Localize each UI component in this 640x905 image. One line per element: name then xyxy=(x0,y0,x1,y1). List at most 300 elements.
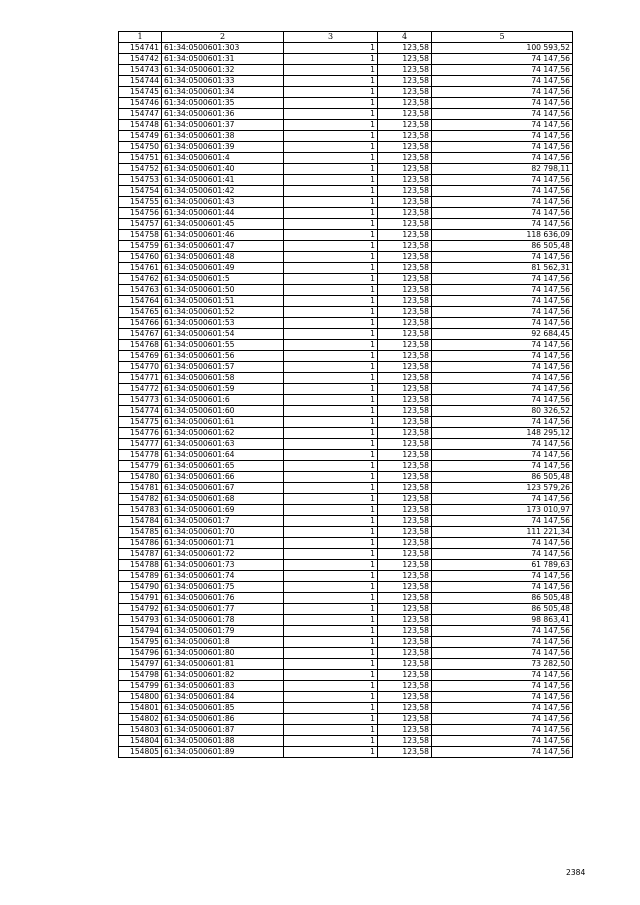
row-number-cell: 154796 xyxy=(119,648,162,659)
row-number-cell: 154777 xyxy=(119,439,162,450)
column-header-1: 1 xyxy=(119,32,162,43)
cadastral-number-cell: 61:34:0500601:78 xyxy=(162,615,284,626)
cadastral-number-cell: 61:34:0500601:51 xyxy=(162,296,284,307)
table-row xyxy=(119,76,573,87)
table-row xyxy=(119,120,573,131)
value-cell: 74 147,56 xyxy=(432,318,573,329)
row-number-cell: 154793 xyxy=(119,615,162,626)
rate-cell: 123,58 xyxy=(378,692,432,703)
row-number-cell: 154774 xyxy=(119,406,162,417)
quantity-cell: 1 xyxy=(284,571,378,582)
cadastral-number-cell: 61:34:0500601:34 xyxy=(162,87,284,98)
rate-cell: 123,58 xyxy=(378,615,432,626)
quantity-cell: 1 xyxy=(284,626,378,637)
cadastral-number-cell: 61:34:0500601:80 xyxy=(162,648,284,659)
value-cell: 74 147,56 xyxy=(432,362,573,373)
row-number-cell: 154764 xyxy=(119,296,162,307)
rate-cell: 123,58 xyxy=(378,736,432,747)
row-number-cell: 154804 xyxy=(119,736,162,747)
quantity-cell: 1 xyxy=(284,648,378,659)
row-number-cell: 154779 xyxy=(119,461,162,472)
table-row xyxy=(119,703,573,714)
cadastral-number-cell: 61:34:0500601:65 xyxy=(162,461,284,472)
rate-cell: 123,58 xyxy=(378,329,432,340)
table-row xyxy=(119,65,573,76)
cadastral-number-cell: 61:34:0500601:61 xyxy=(162,417,284,428)
table-row xyxy=(119,351,573,362)
quantity-cell: 1 xyxy=(284,527,378,538)
row-number-cell: 154752 xyxy=(119,164,162,175)
rate-cell: 123,58 xyxy=(378,340,432,351)
value-cell: 74 147,56 xyxy=(432,637,573,648)
table-row xyxy=(119,252,573,263)
value-cell: 74 147,56 xyxy=(432,131,573,142)
cadastral-number-cell: 61:34:0500601:89 xyxy=(162,747,284,758)
rate-cell: 123,58 xyxy=(378,87,432,98)
column-header-3: 3 xyxy=(284,32,378,43)
row-number-cell: 154746 xyxy=(119,98,162,109)
value-cell: 74 147,56 xyxy=(432,384,573,395)
value-cell: 173 010,97 xyxy=(432,505,573,516)
cadastral-number-cell: 61:34:0500601:33 xyxy=(162,76,284,87)
row-number-cell: 154766 xyxy=(119,318,162,329)
cadastral-number-cell: 61:34:0500601:82 xyxy=(162,670,284,681)
quantity-cell: 1 xyxy=(284,98,378,109)
value-cell: 118 636,09 xyxy=(432,230,573,241)
value-cell: 86 505,48 xyxy=(432,604,573,615)
cadastral-number-cell: 61:34:0500601:60 xyxy=(162,406,284,417)
row-number-cell: 154753 xyxy=(119,175,162,186)
quantity-cell: 1 xyxy=(284,340,378,351)
row-number-cell: 154797 xyxy=(119,659,162,670)
value-cell: 74 147,56 xyxy=(432,373,573,384)
quantity-cell: 1 xyxy=(284,736,378,747)
row-number-cell: 154770 xyxy=(119,362,162,373)
value-cell: 74 147,56 xyxy=(432,186,573,197)
row-number-cell: 154801 xyxy=(119,703,162,714)
rate-cell: 123,58 xyxy=(378,318,432,329)
quantity-cell: 1 xyxy=(284,428,378,439)
rate-cell: 123,58 xyxy=(378,582,432,593)
cadastral-number-cell: 61:34:0500601:54 xyxy=(162,329,284,340)
row-number-cell: 154798 xyxy=(119,670,162,681)
table-row xyxy=(119,725,573,736)
rate-cell: 123,58 xyxy=(378,747,432,758)
table-row xyxy=(119,505,573,516)
cadastral-number-cell: 61:34:0500601:53 xyxy=(162,318,284,329)
rate-cell: 123,58 xyxy=(378,98,432,109)
value-cell: 74 147,56 xyxy=(432,725,573,736)
row-number-cell: 154748 xyxy=(119,120,162,131)
value-cell: 74 147,56 xyxy=(432,54,573,65)
quantity-cell: 1 xyxy=(284,241,378,252)
quantity-cell: 1 xyxy=(284,230,378,241)
row-number-cell: 154795 xyxy=(119,637,162,648)
rate-cell: 123,58 xyxy=(378,472,432,483)
table-row xyxy=(119,329,573,340)
quantity-cell: 1 xyxy=(284,65,378,76)
rate-cell: 123,58 xyxy=(378,505,432,516)
table-row xyxy=(119,230,573,241)
quantity-cell: 1 xyxy=(284,274,378,285)
table-row xyxy=(119,395,573,406)
rate-cell: 123,58 xyxy=(378,659,432,670)
table-row xyxy=(119,571,573,582)
table-row xyxy=(119,659,573,670)
rate-cell: 123,58 xyxy=(378,76,432,87)
rate-cell: 123,58 xyxy=(378,274,432,285)
row-number-cell: 154757 xyxy=(119,219,162,230)
quantity-cell: 1 xyxy=(284,109,378,120)
cadastral-number-cell: 61:34:0500601:58 xyxy=(162,373,284,384)
value-cell: 82 798,11 xyxy=(432,164,573,175)
value-cell: 74 147,56 xyxy=(432,538,573,549)
value-cell: 81 562,31 xyxy=(432,263,573,274)
column-header-2: 2 xyxy=(162,32,284,43)
rate-cell: 123,58 xyxy=(378,43,432,54)
value-cell: 74 147,56 xyxy=(432,65,573,76)
rate-cell: 123,58 xyxy=(378,263,432,274)
value-cell: 74 147,56 xyxy=(432,252,573,263)
table-row xyxy=(119,340,573,351)
rate-cell: 123,58 xyxy=(378,307,432,318)
cadastral-number-cell: 61:34:0500601:57 xyxy=(162,362,284,373)
value-cell: 74 147,56 xyxy=(432,175,573,186)
quantity-cell: 1 xyxy=(284,43,378,54)
quantity-cell: 1 xyxy=(284,450,378,461)
quantity-cell: 1 xyxy=(284,318,378,329)
cadastral-number-cell: 61:34:0500601:31 xyxy=(162,54,284,65)
value-cell: 86 505,48 xyxy=(432,241,573,252)
rate-cell: 123,58 xyxy=(378,219,432,230)
quantity-cell: 1 xyxy=(284,120,378,131)
value-cell: 148 295,12 xyxy=(432,428,573,439)
table-row xyxy=(119,175,573,186)
quantity-cell: 1 xyxy=(284,417,378,428)
rate-cell: 123,58 xyxy=(378,285,432,296)
rate-cell: 123,58 xyxy=(378,252,432,263)
cadastral-number-cell: 61:34:0500601:88 xyxy=(162,736,284,747)
quantity-cell: 1 xyxy=(284,615,378,626)
quantity-cell: 1 xyxy=(284,186,378,197)
cadastral-number-cell: 61:34:0500601:46 xyxy=(162,230,284,241)
value-cell: 74 147,56 xyxy=(432,307,573,318)
value-cell: 111 221,34 xyxy=(432,527,573,538)
rate-cell: 123,58 xyxy=(378,494,432,505)
table-row xyxy=(119,318,573,329)
row-number-cell: 154792 xyxy=(119,604,162,615)
rate-cell: 123,58 xyxy=(378,131,432,142)
quantity-cell: 1 xyxy=(284,692,378,703)
rate-cell: 123,58 xyxy=(378,120,432,131)
column-header-5: 5 xyxy=(432,32,573,43)
cadastral-number-cell: 61:34:0500601:39 xyxy=(162,142,284,153)
row-number-cell: 154741 xyxy=(119,43,162,54)
value-cell: 123 579,26 xyxy=(432,483,573,494)
rate-cell: 123,58 xyxy=(378,450,432,461)
rate-cell: 123,58 xyxy=(378,296,432,307)
cadastral-number-cell: 61:34:0500601:8 xyxy=(162,637,284,648)
row-number-cell: 154775 xyxy=(119,417,162,428)
table-header-row xyxy=(119,32,573,43)
rate-cell: 123,58 xyxy=(378,461,432,472)
table-row xyxy=(119,681,573,692)
rate-cell: 123,58 xyxy=(378,241,432,252)
cadastral-number-cell: 61:34:0500601:64 xyxy=(162,450,284,461)
row-number-cell: 154786 xyxy=(119,538,162,549)
value-cell: 74 147,56 xyxy=(432,98,573,109)
rate-cell: 123,58 xyxy=(378,527,432,538)
cadastral-number-cell: 61:34:0500601:81 xyxy=(162,659,284,670)
cadastral-number-cell: 61:34:0500601:50 xyxy=(162,285,284,296)
row-number-cell: 154776 xyxy=(119,428,162,439)
rate-cell: 123,58 xyxy=(378,197,432,208)
quantity-cell: 1 xyxy=(284,659,378,670)
quantity-cell: 1 xyxy=(284,461,378,472)
cadastral-number-cell: 61:34:0500601:43 xyxy=(162,197,284,208)
value-cell: 74 147,56 xyxy=(432,142,573,153)
cadastral-number-cell: 61:34:0500601:71 xyxy=(162,538,284,549)
rate-cell: 123,58 xyxy=(378,670,432,681)
row-number-cell: 154787 xyxy=(119,549,162,560)
row-number-cell: 154755 xyxy=(119,197,162,208)
value-cell: 74 147,56 xyxy=(432,340,573,351)
row-number-cell: 154800 xyxy=(119,692,162,703)
table-row xyxy=(119,604,573,615)
table-row xyxy=(119,98,573,109)
quantity-cell: 1 xyxy=(284,670,378,681)
quantity-cell: 1 xyxy=(284,285,378,296)
table-row xyxy=(119,54,573,65)
row-number-cell: 154802 xyxy=(119,714,162,725)
value-cell: 74 147,56 xyxy=(432,670,573,681)
value-cell: 74 147,56 xyxy=(432,747,573,758)
table-row xyxy=(119,472,573,483)
table-row xyxy=(119,153,573,164)
quantity-cell: 1 xyxy=(284,472,378,483)
quantity-cell: 1 xyxy=(284,131,378,142)
data-table xyxy=(118,31,573,758)
value-cell: 73 282,50 xyxy=(432,659,573,670)
table-row xyxy=(119,648,573,659)
cadastral-number-cell: 61:34:0500601:68 xyxy=(162,494,284,505)
value-cell: 74 147,56 xyxy=(432,351,573,362)
row-number-cell: 154789 xyxy=(119,571,162,582)
table-row xyxy=(119,241,573,252)
rate-cell: 123,58 xyxy=(378,406,432,417)
quantity-cell: 1 xyxy=(284,439,378,450)
table-row xyxy=(119,549,573,560)
row-number-cell: 154761 xyxy=(119,263,162,274)
value-cell: 74 147,56 xyxy=(432,208,573,219)
quantity-cell: 1 xyxy=(284,87,378,98)
rate-cell: 123,58 xyxy=(378,725,432,736)
value-cell: 92 684,45 xyxy=(432,329,573,340)
quantity-cell: 1 xyxy=(284,384,378,395)
rate-cell: 123,58 xyxy=(378,516,432,527)
cadastral-number-cell: 61:34:0500601:79 xyxy=(162,626,284,637)
rate-cell: 123,58 xyxy=(378,373,432,384)
rate-cell: 123,58 xyxy=(378,714,432,725)
value-cell: 74 147,56 xyxy=(432,703,573,714)
rate-cell: 123,58 xyxy=(378,65,432,76)
rate-cell: 123,58 xyxy=(378,626,432,637)
table-row xyxy=(119,593,573,604)
table-row xyxy=(119,483,573,494)
cadastral-number-cell: 61:34:0500601:59 xyxy=(162,384,284,395)
quantity-cell: 1 xyxy=(284,296,378,307)
value-cell: 74 147,56 xyxy=(432,549,573,560)
quantity-cell: 1 xyxy=(284,362,378,373)
table-row xyxy=(119,43,573,54)
quantity-cell: 1 xyxy=(284,483,378,494)
value-cell: 74 147,56 xyxy=(432,571,573,582)
value-cell: 74 147,56 xyxy=(432,296,573,307)
quantity-cell: 1 xyxy=(284,494,378,505)
table-row xyxy=(119,747,573,758)
value-cell: 74 147,56 xyxy=(432,417,573,428)
row-number-cell: 154780 xyxy=(119,472,162,483)
table-row xyxy=(119,197,573,208)
quantity-cell: 1 xyxy=(284,725,378,736)
value-cell: 74 147,56 xyxy=(432,197,573,208)
row-number-cell: 154773 xyxy=(119,395,162,406)
value-cell: 86 505,48 xyxy=(432,472,573,483)
rate-cell: 123,58 xyxy=(378,637,432,648)
cadastral-number-cell: 61:34:0500601:63 xyxy=(162,439,284,450)
row-number-cell: 154762 xyxy=(119,274,162,285)
row-number-cell: 154758 xyxy=(119,230,162,241)
rate-cell: 123,58 xyxy=(378,384,432,395)
table-row xyxy=(119,637,573,648)
table-row xyxy=(119,582,573,593)
table-body xyxy=(119,43,573,758)
value-cell: 74 147,56 xyxy=(432,461,573,472)
cadastral-number-cell: 61:34:0500601:86 xyxy=(162,714,284,725)
cadastral-number-cell: 61:34:0500601:75 xyxy=(162,582,284,593)
cadastral-number-cell: 61:34:0500601:38 xyxy=(162,131,284,142)
rate-cell: 123,58 xyxy=(378,54,432,65)
cadastral-number-cell: 61:34:0500601:70 xyxy=(162,527,284,538)
value-cell: 98 863,41 xyxy=(432,615,573,626)
quantity-cell: 1 xyxy=(284,329,378,340)
value-cell: 100 593,52 xyxy=(432,43,573,54)
quantity-cell: 1 xyxy=(284,307,378,318)
quantity-cell: 1 xyxy=(284,406,378,417)
row-number-cell: 154772 xyxy=(119,384,162,395)
value-cell: 74 147,56 xyxy=(432,450,573,461)
quantity-cell: 1 xyxy=(284,175,378,186)
cadastral-number-cell: 61:34:0500601:35 xyxy=(162,98,284,109)
row-number-cell: 154791 xyxy=(119,593,162,604)
cadastral-number-cell: 61:34:0500601:6 xyxy=(162,395,284,406)
quantity-cell: 1 xyxy=(284,747,378,758)
value-cell: 61 789,63 xyxy=(432,560,573,571)
table-row xyxy=(119,263,573,274)
quantity-cell: 1 xyxy=(284,549,378,560)
rate-cell: 123,58 xyxy=(378,142,432,153)
quantity-cell: 1 xyxy=(284,153,378,164)
cadastral-number-cell: 61:34:0500601:47 xyxy=(162,241,284,252)
rate-cell: 123,58 xyxy=(378,175,432,186)
quantity-cell: 1 xyxy=(284,516,378,527)
row-number-cell: 154743 xyxy=(119,65,162,76)
table-row xyxy=(119,670,573,681)
row-number-cell: 154771 xyxy=(119,373,162,384)
quantity-cell: 1 xyxy=(284,681,378,692)
rate-cell: 123,58 xyxy=(378,593,432,604)
value-cell: 74 147,56 xyxy=(432,516,573,527)
cadastral-number-cell: 61:34:0500601:67 xyxy=(162,483,284,494)
quantity-cell: 1 xyxy=(284,76,378,87)
table-row xyxy=(119,219,573,230)
quantity-cell: 1 xyxy=(284,263,378,274)
table-row xyxy=(119,296,573,307)
cadastral-number-cell: 61:34:0500601:303 xyxy=(162,43,284,54)
rate-cell: 123,58 xyxy=(378,549,432,560)
rate-cell: 123,58 xyxy=(378,230,432,241)
rate-cell: 123,58 xyxy=(378,186,432,197)
row-number-cell: 154760 xyxy=(119,252,162,263)
value-cell: 80 326,52 xyxy=(432,406,573,417)
quantity-cell: 1 xyxy=(284,582,378,593)
column-header-4: 4 xyxy=(378,32,432,43)
table-row xyxy=(119,274,573,285)
rate-cell: 123,58 xyxy=(378,109,432,120)
rate-cell: 123,58 xyxy=(378,351,432,362)
table-row xyxy=(119,450,573,461)
rate-cell: 123,58 xyxy=(378,538,432,549)
cadastral-number-cell: 61:34:0500601:87 xyxy=(162,725,284,736)
value-cell: 74 147,56 xyxy=(432,153,573,164)
table-row xyxy=(119,692,573,703)
cadastral-number-cell: 61:34:0500601:4 xyxy=(162,153,284,164)
value-cell: 74 147,56 xyxy=(432,285,573,296)
cadastral-number-cell: 61:34:0500601:42 xyxy=(162,186,284,197)
cadastral-number-cell: 61:34:0500601:77 xyxy=(162,604,284,615)
cadastral-number-cell: 61:34:0500601:85 xyxy=(162,703,284,714)
rate-cell: 123,58 xyxy=(378,483,432,494)
value-cell: 74 147,56 xyxy=(432,626,573,637)
row-number-cell: 154782 xyxy=(119,494,162,505)
table-row xyxy=(119,516,573,527)
quantity-cell: 1 xyxy=(284,142,378,153)
quantity-cell: 1 xyxy=(284,373,378,384)
cadastral-number-cell: 61:34:0500601:5 xyxy=(162,274,284,285)
table-row xyxy=(119,384,573,395)
cadastral-number-cell: 61:34:0500601:76 xyxy=(162,593,284,604)
cadastral-number-cell: 61:34:0500601:56 xyxy=(162,351,284,362)
quantity-cell: 1 xyxy=(284,351,378,362)
cadastral-number-cell: 61:34:0500601:73 xyxy=(162,560,284,571)
cadastral-number-cell: 61:34:0500601:69 xyxy=(162,505,284,516)
table-row xyxy=(119,560,573,571)
rate-cell: 123,58 xyxy=(378,604,432,615)
cadastral-number-cell: 61:34:0500601:66 xyxy=(162,472,284,483)
row-number-cell: 154745 xyxy=(119,87,162,98)
row-number-cell: 154784 xyxy=(119,516,162,527)
cadastral-number-cell: 61:34:0500601:37 xyxy=(162,120,284,131)
cadastral-number-cell: 61:34:0500601:45 xyxy=(162,219,284,230)
cadastral-number-cell: 61:34:0500601:84 xyxy=(162,692,284,703)
row-number-cell: 154785 xyxy=(119,527,162,538)
table-row xyxy=(119,373,573,384)
value-cell: 74 147,56 xyxy=(432,681,573,692)
value-cell: 74 147,56 xyxy=(432,274,573,285)
quantity-cell: 1 xyxy=(284,219,378,230)
cadastral-number-cell: 61:34:0500601:7 xyxy=(162,516,284,527)
row-number-cell: 154794 xyxy=(119,626,162,637)
